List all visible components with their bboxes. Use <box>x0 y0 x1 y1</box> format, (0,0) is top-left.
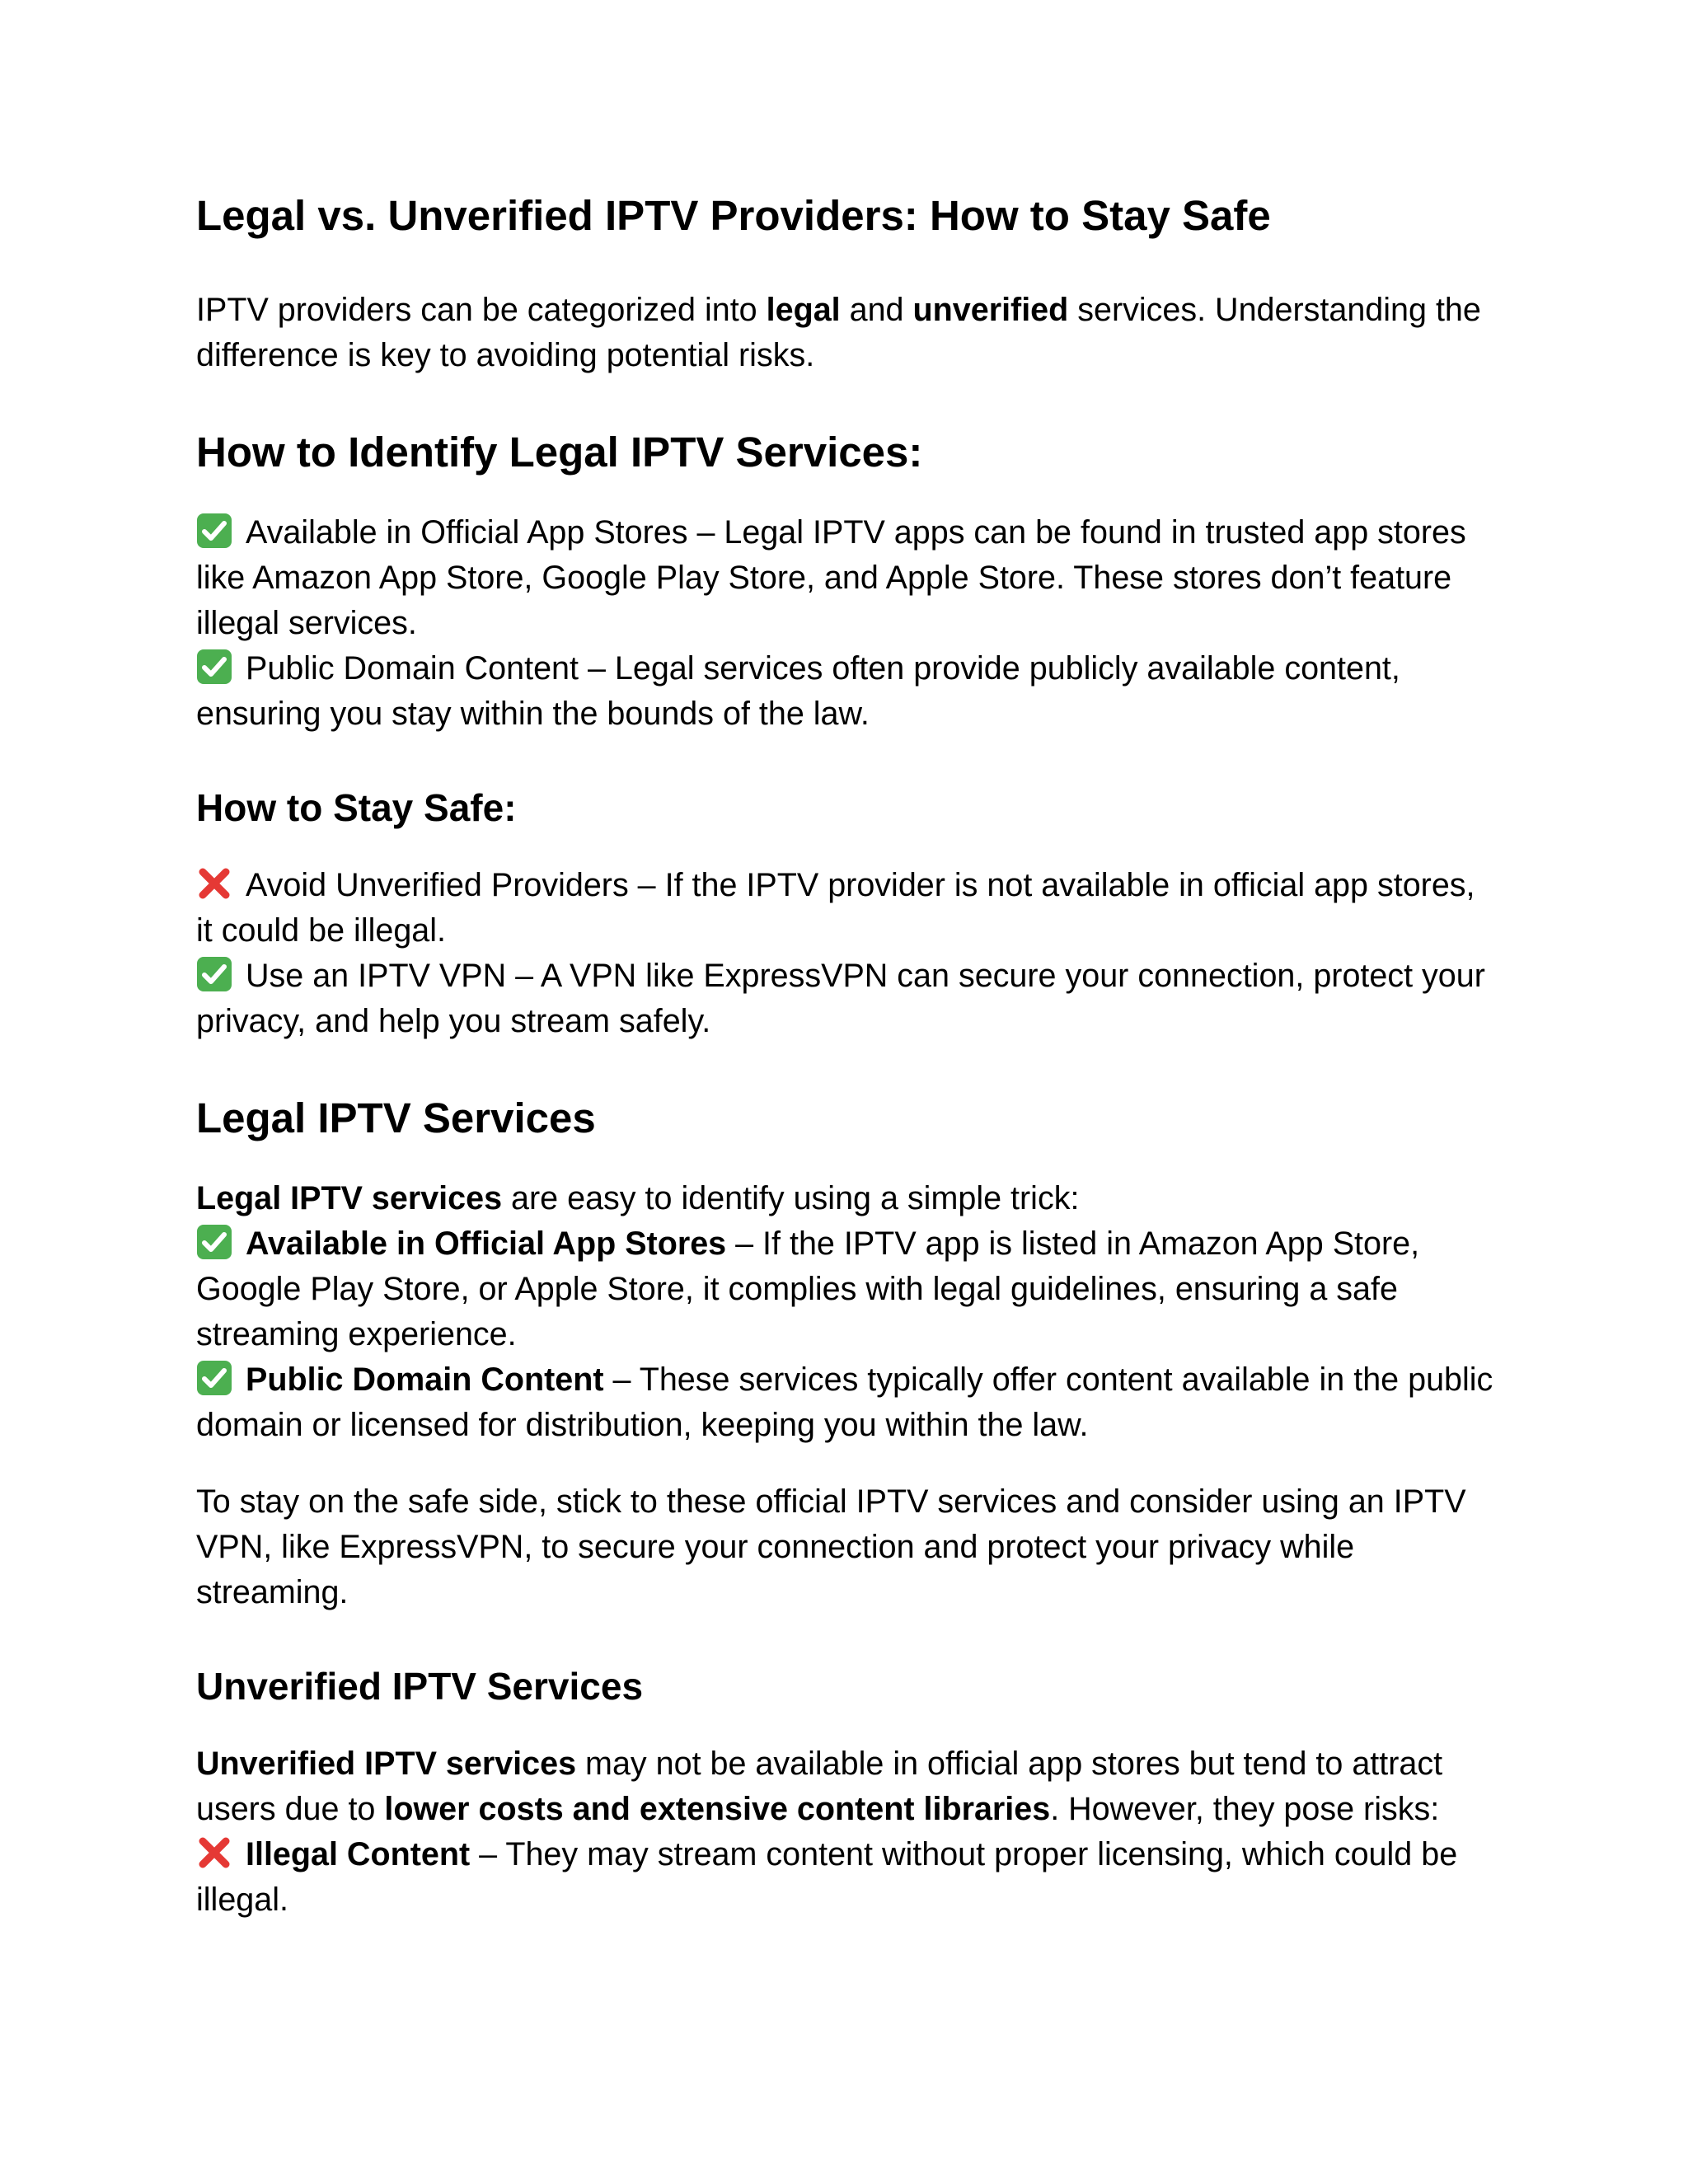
check-mark-icon <box>196 649 232 685</box>
list-item <box>196 863 1498 954</box>
list-item <box>196 646 1498 737</box>
heading-stay-safe: How to Stay Safe: <box>196 785 517 829</box>
closing-text: To stay on the safe side, stick to these official IPTV services and consider using an IPTV VPN, like ExpressVPN, to secure your connection and protect your privacy while streaming. <box>196 1483 1466 1610</box>
intro-paragraph <box>196 288 1498 378</box>
check-mark-icon <box>196 956 232 992</box>
lead-text: are easy to identify using a simple trick: <box>502 1179 1080 1216</box>
lead-text: . However, they pose risks: <box>1050 1791 1440 1828</box>
intro-text: services. Understanding the difference is key to avoiding potential risks. <box>196 291 1481 373</box>
list-item-text: Avoid Unverified Providers – If the IPTV provider is not available in official app stores, it could be illegal. <box>196 867 1475 949</box>
list-item-text: Use an IPTV VPN – A VPN like ExpressVPN can secure your connection, protect your privacy, and help you stream safely. <box>196 958 1485 1039</box>
lead-bold: Unverified IPTV services <box>196 1746 577 1783</box>
check-mark-icon <box>196 513 232 549</box>
list-item-text: – They may stream content without proper licensing, which could be illegal. <box>196 1836 1458 1919</box>
cross-mark-icon <box>196 865 232 902</box>
list-item <box>196 1357 1498 1448</box>
heading-legal-services: Legal IPTV Services <box>196 1094 596 1141</box>
page-title: Legal vs. Unverified IPTV Providers: How to Stay Safe <box>196 192 1271 239</box>
list-item-text: – These services typically offer content available in the public domain or licensed for distribution, keeping you within the law. <box>196 1361 1493 1443</box>
list-item-bold: Public Domain Content <box>246 1361 604 1398</box>
list-item <box>196 1832 1498 1923</box>
list-item <box>196 1221 1498 1357</box>
legal-services-list <box>196 1176 1498 1448</box>
intro-text: and <box>840 291 913 328</box>
unverified-services-list <box>196 1741 1498 1923</box>
identify-list <box>196 510 1498 737</box>
lead-bold: Legal IPTV services <box>196 1179 503 1216</box>
intro-bold-unverified: unverified <box>912 291 1069 328</box>
cross-mark-icon <box>196 1835 232 1871</box>
legal-services-closing <box>196 1479 1498 1615</box>
intro-text: IPTV providers can be categorized into <box>196 291 767 328</box>
list-item-bold: Available in Official App Stores <box>246 1225 727 1262</box>
legal-services-lead <box>196 1176 1498 1221</box>
check-mark-icon <box>196 1360 232 1396</box>
list-item-text: Available in Official App Stores – Legal IPTV apps can be found in trusted app stores like Amazon App Store, Google Play Store, and Apple Store. These stores don’t feature illegal services. <box>196 513 1466 641</box>
lead-text: may not be available in official app stores but tend to attract users due to <box>196 1746 1443 1828</box>
list-item <box>196 954 1498 1044</box>
document-page <box>196 190 1498 1923</box>
list-item <box>196 510 1498 646</box>
heading-unverified-services: Unverified IPTV Services <box>196 1664 644 1708</box>
lead-bold: lower costs and extensive content libraries <box>384 1791 1051 1828</box>
unverified-lead <box>196 1741 1498 1832</box>
stay-safe-list <box>196 863 1498 1044</box>
check-mark-icon <box>196 1224 232 1260</box>
heading-identify-legal: How to Identify Legal IPTV Services: <box>196 428 923 476</box>
list-item-text: – If the IPTV app is listed in Amazon App Store, Google Play Store, or Apple Store, it complies with legal guidelines, ensuring a safe streaming experience. <box>196 1225 1420 1352</box>
list-item-text: Public Domain Content – Legal services often provide publicly available content, ensuring you stay within the bounds of the law. <box>196 649 1400 732</box>
list-item-bold: Illegal Content <box>246 1836 471 1873</box>
intro-bold-legal: legal <box>766 291 841 328</box>
